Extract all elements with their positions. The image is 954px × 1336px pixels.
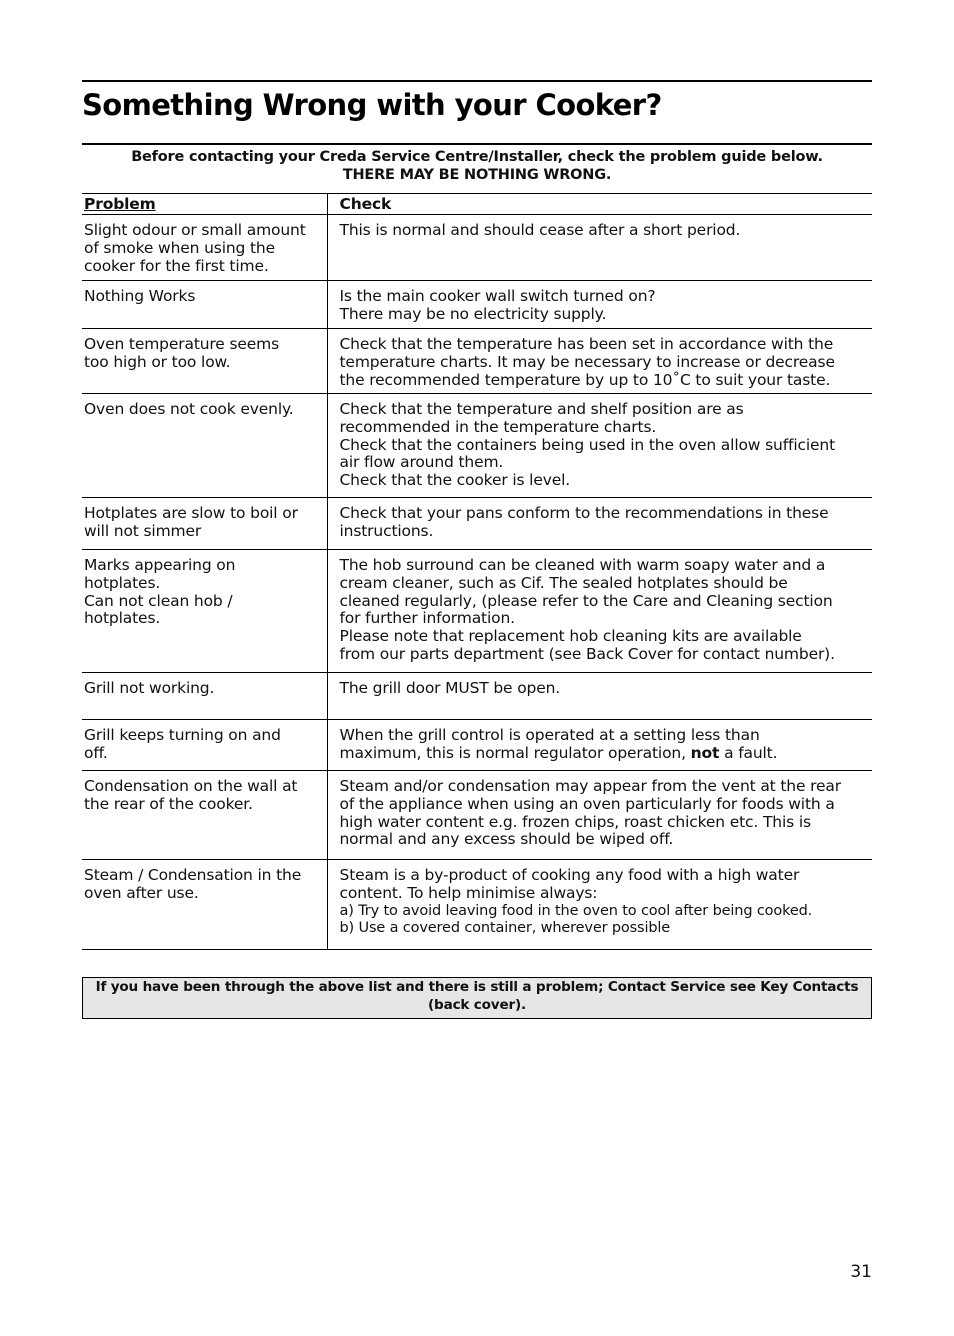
problem-cell (82, 281, 327, 329)
problem-cell (82, 329, 327, 394)
check-cell (327, 860, 872, 950)
table-row (82, 673, 872, 720)
problem-line: the rear of the cooker. (84, 794, 253, 813)
check-cell (327, 394, 872, 498)
check-tip-line: a) Try to avoid leaving food in the oven to cool after being cooked. (339, 902, 813, 919)
check-cell (327, 215, 872, 281)
check-line: recommended in the temperature charts. (339, 417, 657, 436)
header-problem: Problem (82, 194, 327, 215)
table-row (82, 771, 872, 860)
check-cell (327, 329, 872, 394)
problem-cell (82, 720, 327, 771)
check-cell (327, 771, 872, 860)
contact-service-notice (82, 977, 872, 1019)
check-line (340, 745, 873, 763)
check-line: for further information. (339, 609, 515, 628)
table-header-row (82, 194, 872, 215)
check-line: The hob surround can be cleaned with warm soapy water and a (339, 556, 826, 574)
check-line: This is normal and should cease after a short period. (339, 221, 741, 239)
footer-line: (back cover). (428, 997, 526, 1013)
problem-cell (82, 498, 327, 550)
table-row (82, 215, 872, 281)
check-line: air flow around them. (339, 453, 504, 472)
problem-line: cooker for the first time. (84, 256, 269, 275)
check-line: The grill door MUST be open. (339, 679, 561, 697)
check-line: Check that the temperature and shelf position are as (339, 400, 744, 418)
problem-line: Hotplates are slow to boil or (84, 504, 298, 522)
problem-line: will not simmer (84, 521, 202, 540)
table-row (82, 394, 872, 498)
problem-line: hotplates. (84, 573, 161, 592)
problem-line: hotplates. (84, 609, 161, 628)
header-check: Check (327, 194, 872, 215)
problem-line: Grill not working. (84, 679, 215, 697)
table-row (82, 720, 872, 771)
problem-line: Slight odour or small amount (84, 221, 306, 239)
intro-line: Before contacting your Creda Service Centre/Installer, check the problem guide below. (131, 149, 823, 165)
check-line: instructions. (339, 521, 434, 540)
check-line: Please note that replacement hob cleaning kits are available (339, 627, 802, 646)
intro-notice (82, 148, 872, 184)
problem-guide-table (82, 193, 872, 950)
check-line: Steam and/or condensation may appear from the vent at the rear (339, 777, 841, 795)
check-text: a fault. (719, 743, 778, 762)
check-cell (327, 673, 872, 720)
problem-line: too high or too low. (84, 352, 231, 371)
problem-cell (82, 771, 327, 860)
check-text: maximum, this is normal regulator operation, (339, 743, 691, 762)
table-row (82, 498, 872, 550)
problem-line: Steam / Condensation in the (84, 866, 302, 884)
problem-line: off. (84, 743, 108, 762)
problem-cell (82, 673, 327, 720)
table-row (82, 860, 872, 950)
table-row (82, 550, 872, 673)
problem-cell (82, 550, 327, 673)
problem-cell (82, 860, 327, 950)
page-number: 31 (850, 1262, 872, 1282)
check-line: Steam is a by-product of cooking any food with a high water (339, 866, 800, 884)
check-line: Is the main cooker wall switch turned on? (339, 287, 656, 305)
intro-line-emphasis: THERE MAY BE NOTHING WRONG. (342, 167, 612, 183)
check-line: cream cleaner, such as Cif. The sealed hotplates should be (339, 573, 788, 592)
problem-line: oven after use. (84, 883, 199, 902)
problem-line: Oven does not cook evenly. (84, 400, 294, 418)
problem-line: Oven temperature seems (84, 335, 280, 353)
problem-cell (82, 394, 327, 498)
check-cell (327, 720, 872, 771)
check-line: of the appliance when using an oven particularly for foods with a (339, 794, 835, 813)
check-line: There may be no electricity supply. (339, 304, 607, 323)
check-cell (327, 550, 872, 673)
problem-line: Can not clean hob / (84, 591, 233, 610)
check-line: Check that your pans conform to the recommendations in these (339, 504, 829, 522)
check-line: Check that the containers being used in the oven allow sufficient (339, 435, 835, 454)
problem-line: Marks appearing on (84, 556, 236, 574)
check-line: cleaned regularly, (please refer to the Care and Cleaning section (339, 591, 833, 610)
check-line: high water content e.g. frozen chips, roast chicken etc. This is (339, 812, 811, 831)
table-row (82, 329, 872, 394)
check-line: When the grill control is operated at a setting less than (339, 726, 760, 744)
problem-line: Condensation on the wall at (84, 777, 298, 795)
check-tip-line: b) Use a covered container, wherever possible (339, 920, 671, 937)
check-cell (327, 281, 872, 329)
problem-cell (82, 215, 327, 281)
check-cell (327, 498, 872, 550)
check-line: content. To help minimise always: (339, 883, 598, 902)
table-row (82, 281, 872, 329)
check-line: Check that the cooker is level. (339, 471, 571, 490)
problem-line: Grill keeps turning on and (84, 726, 281, 744)
check-line: temperature charts. It may be necessary to increase or decrease (339, 352, 835, 371)
page-title: Something Wrong with your Cooker? (82, 88, 662, 122)
title-underline (82, 143, 872, 145)
check-line: from our parts department (see Back Cover for contact number). (339, 644, 835, 663)
problem-line: of smoke when using the (84, 238, 275, 257)
top-rule (82, 80, 872, 82)
problem-line: Nothing Works (84, 287, 196, 305)
check-line: the recommended temperature by up to 10˚C to suit your taste. (339, 370, 831, 389)
footer-line: If you have been through the above list and there is still a problem; Contact Service see Key Contacts (95, 979, 859, 995)
emphasis-text: not (690, 743, 720, 762)
check-line: normal and any excess should be wiped off. (339, 830, 674, 849)
check-line: Check that the temperature has been set in accordance with the (339, 335, 834, 353)
